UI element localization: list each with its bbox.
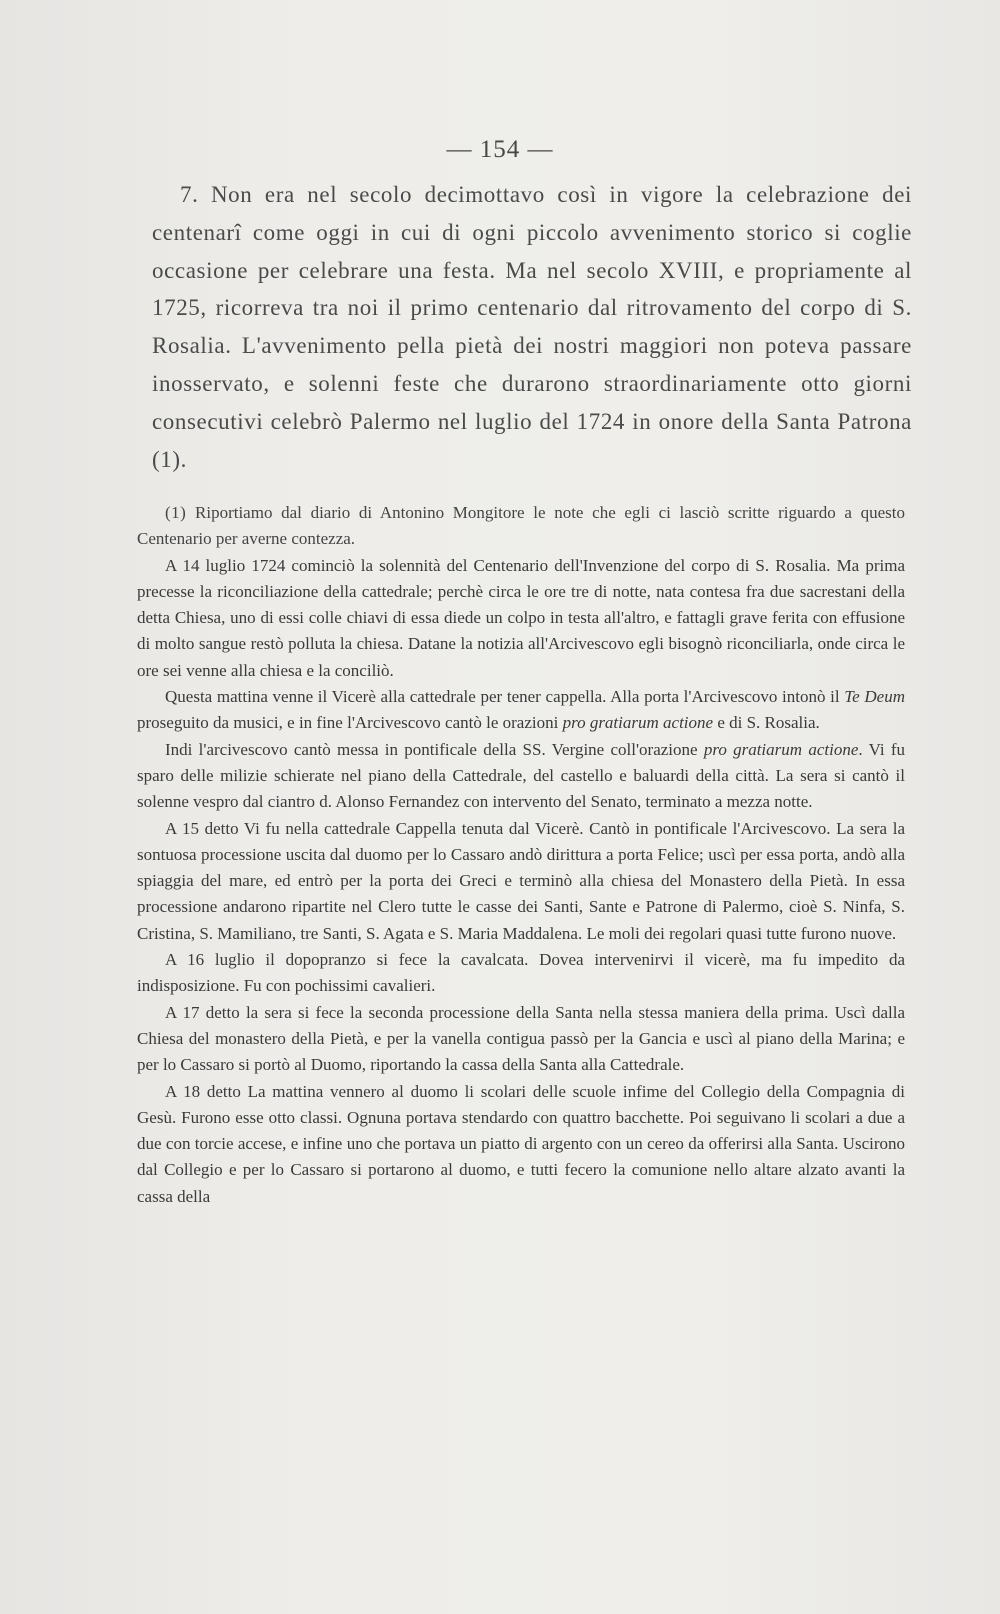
footnote-block (137, 500, 905, 1210)
footnote-intro (137, 500, 905, 553)
pro-gratiarum-italic: pro gratiarum actione (703, 739, 859, 759)
page-number: — 154 — (446, 136, 554, 163)
text-span: . Vi fu sparo delle milizie schierate nel piano della Cattedrale, del castello e baluardi della città. La sera si cantò il solenne vespro dal ciantro d. Alonso Fernandez con intervento del Senato, terminato a mezza notte. (137, 739, 905, 812)
main-paragraph: 7. Non era nel secolo decimottavo così in vigore la celebrazione dei centenarî come oggi in cui di ogni piccolo avvenimento storico si coglie occasione per celebrare una festa. Ma nel secolo XVIII, e propriamente al 1725, ricorreva tra noi il primo centenario dal ritrovamento del corpo di S. Rosalia. L'avvenimento pella pietà dei nostri maggiori non poteva passare inosservato, e solenni feste che durarono straordinariamente otto giorni consecutivi celebrò Palermo nel luglio del 1724 in onore della Santa Patrona (1). (152, 182, 912, 472)
text-span: proseguito da musici, e in fine l'Arcivescovo cantò le orazioni (137, 713, 563, 733)
te-deum-italic: Te Deum (844, 687, 905, 707)
diary-paragraph-14-july: A 14 luglio 1724 cominciò la solennità del Centenario dell'Invenzione del corpo di S. Rosalia. Ma prima precesse la riconciliazione della cattedrale; perchè circa le ore tre di notte, nata contesa fra due sacrestani della detta Chiesa, uno di essi colle chiavi di essa diede un colpo in testa all'altro, e fattagli grave ferita con effusione di molto sangue restò polluta la chiesa. Datane la notizia all'Arcivescovo egli bisognò riconciliarla, onde circa le ore sei venne alla chiesa e la conciliò. (137, 555, 905, 680)
diary-paragraph-18-detto: A 18 detto La mattina vennero al duomo li scolari delle scuole infime del Collegio della Compagnia di Gesù. Furono esse otto classi. Ognuna portava stendardo con quattro bacchette. Poi seguivano li scolari a due a due con torcie accese, e infine uno che portava un piatto di argento con un cereo da offerirsi alla Santa. Uscirono dal Collegio e per lo Cassaro si portarono al duomo, e tutti fecero la comunione nello altare alzato avanti la cassa della (137, 1081, 905, 1206)
diary-paragraph-16-luglio: A 16 luglio il dopopranzo si fece la cavalcata. Dovea intervenirvi il vicerè, ma fu impedito da indisposizione. Fu con pochissimi cavalieri. (137, 950, 905, 996)
footnote-marker: (1) (165, 503, 187, 522)
diary-paragraph-messa (137, 737, 905, 816)
text-span: Indi l'arcivescovo cantò messa in pontificale della SS. Vergine coll'orazione (165, 739, 704, 759)
text-span: Questa mattina venne il Vicerè alla cattedrale per tener cappella. Alla porta l'Arcivescovo intonò il (165, 687, 845, 707)
diary-paragraph-vicere (137, 684, 905, 737)
pro-gratiarum-italic: pro gratiarum actione (562, 713, 714, 733)
diary-paragraph-15-detto: A 15 detto Vi fu nella cattedrale Cappella tenuta dal Vicerè. Cantò in pontificale l'Arcivescovo. La sera la sontuosa processione uscita dal duomo per lo Cassaro andò dirittura a porta Felice; uscì per essa porta, andò alla spiaggia del mare, ed entrò per la porta dei Greci e terminò alla chiesa del Monastero della Pietà. In essa processione andarono ripartite nel Clero tutte le casse dei Santi, Sante e Patrone di Palermo, cioè S. Ninfa, S. Cristina, S. Mamiliano, tre Santi, S. Agata e S. Maria Maddalena. Le moli dei regolari quasi tutte furono nuove. (137, 818, 905, 943)
main-paragraph-block (152, 176, 912, 478)
text-span: e di S. Rosalia. (713, 713, 820, 733)
diary-paragraph-17-detto: A 17 detto la sera si fece la seconda processione della Santa nella stessa maniera della prima. Uscì dalla Chiesa del monastero della Pietà, e per la vanella contigua passò per la Gancia e uscì al piano della Marina; e per lo Cassaro si portò al Duomo, riportando la cassa della Santa alla Cattedrale. (137, 1002, 905, 1075)
footnote-text: Riportiamo dal diario di Antonino Mongitore le note che egli ci lasciò scritte riguardo a questo Centenario per averne contezza. (137, 503, 905, 549)
